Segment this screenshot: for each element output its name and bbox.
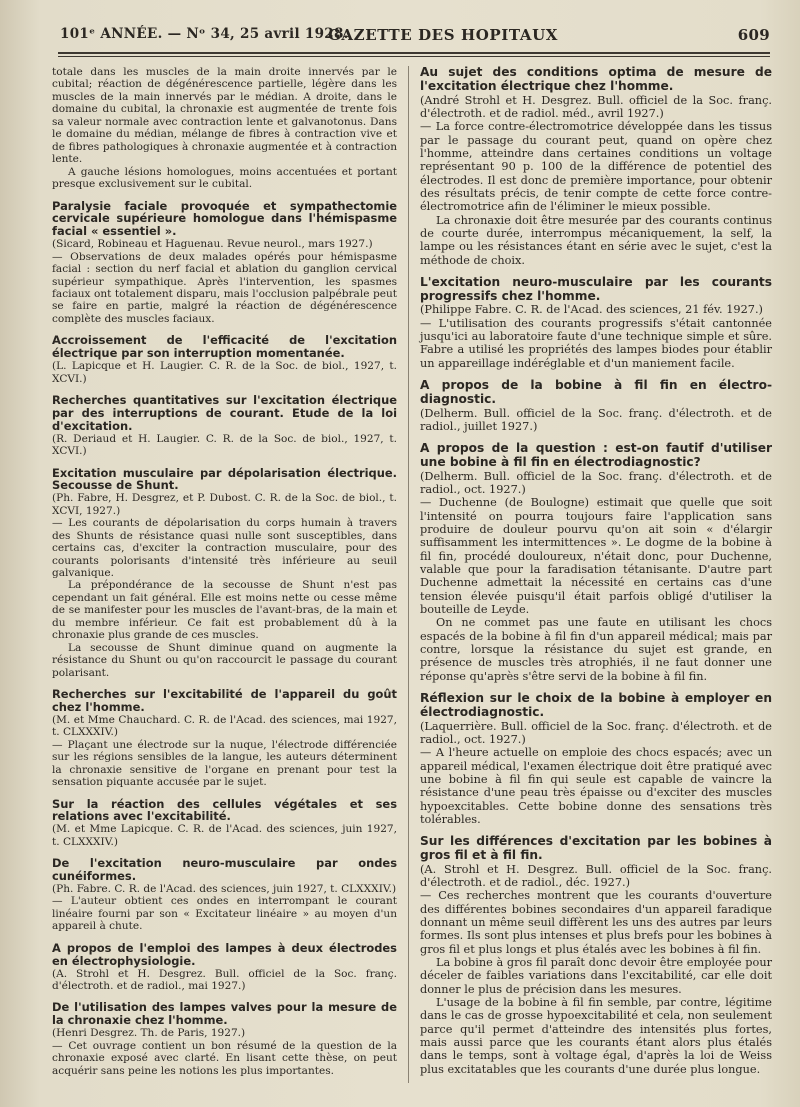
article-paragraph: — Ces recherches montrent que les courants d'ouverture des différentes bobines secondaires d'un appareil faradique donnant un même seuil diffèrent les uns des autres par leurs formes. Ils sont plus intenses et plus brefs pour les bobines à gros fil et plus longs et plus étalés avec les bobines à fil fin. — [420, 889, 772, 956]
article-reference: (M. et Mme Chauchard. C. R. de l'Acad. des sciences, mai 1927, t. CLXXXIV.) — [52, 713, 397, 739]
article-title: Excitation musculaire par dépolarisation électrique. Secousse de Shunt. — [52, 465, 397, 493]
journal-title: GAZETTE DES HOPITAUX — [328, 26, 559, 44]
article-title: A propos de la question : est-on fautif d'utiliser une bobine à fil fin en électrodiagnostic? — [420, 441, 772, 470]
article-reference: (Philippe Fabre. C. R. de l'Acad. des sciences, 21 fév. 1927.) — [420, 303, 763, 317]
article-paragraph: La chronaxie doit être mesurée par des courants continus de courte durée, interrompus mécaniquement, la self, la lampe ou les résistances étant en série avec le sujet, c'est la méthode de choix. — [420, 213, 772, 267]
column-divider — [408, 66, 409, 1083]
article-reference: (Delherm. Bull. officiel de la Soc. franç. d'électroth. et de radiol., juillet 1927.) — [420, 406, 772, 433]
article-paragraph: La prépondérance de la secousse de Shunt n'est pas cependant un fait général. Elle est moins nette ou cesse même de se manifester pour les muscles de l'avant-bras, de la main et du membre inférieur. Ce fait est probablement dû à la chronaxie plus grande de ces muscles. — [52, 579, 397, 642]
article-paragraph: — A l'heure actuelle on emploie des chocs espacés; avec un appareil médical, l'examen électrique doit être pratiqué avec une bobine à fil fin qui seule est capable de vaincre la résistance d'une peau très épaisse ou d'exciter des muscles hypoexcitables. Cette bobine donne des sensations très tolérables. — [420, 746, 772, 826]
article-paragraph: — Duchenne (de Boulogne) estimait que quelle que soit l'intensité on pourra toujours faire l'application sans produire de douleur pourvu qu'on ait soin « d'élargir suffisamment les intermittences ». Le dogme de la bobine à fil fin, procédé douloureux, n'était donc, pour Duchenne, valable que pour la faradisation tétanisante. D'autre part Duchenne admettait la nécessité en certains cas d'une tension élevée puisqu'il était parfois obligé d'utiliser la bouteille de Leyde. — [420, 496, 772, 617]
article-paragraph: La secousse de Shunt diminue quand on augmente la résistance du Shunt ou qu'on raccourcit le passage du courant polarisant. — [52, 641, 397, 679]
article-title: De l'utilisation des lampes valves pour la mesure de la chronaxie chez l'homme. — [52, 1000, 397, 1028]
article-reference: (Henri Desgrez. Th. de Paris, 1927.) — [52, 1027, 246, 1040]
article-reference: (M. et Mme Lapicque. C. R. de l'Acad. des sciences, juin 1927, t. CLXXXIV.) — [52, 823, 397, 848]
article-reference: (A. Strohl et H. Desgrez. Bull. officiel de la Soc. franç. d'électroth. et de radiol., déc. 1927.) — [420, 862, 772, 890]
page-header — [60, 24, 770, 48]
article-paragraph: — L'utilisation des courants progressifs s'était cantonnée jusqu'ici au laboratoire faute d'une technique simple et sûre. Fabre a utilisé les propriétés des lampes biodes pour établir un appareillage indéréglable et d'un maniement facile. — [420, 316, 772, 370]
article-reference: (Delherm. Bull. officiel de la Soc. franç. d'électroth. et de radiol., oct. 1927.) — [420, 469, 772, 497]
article-entry — [52, 334, 397, 385]
page-number: 609 — [737, 26, 770, 44]
article-paragraph: — La force contre-électromotrice développée dans les tissus par le passage du courant peut, quand on opère chez l'homme, atteindre dans certaines conditions un voltage représentant 90 p. 100 de la différence de potentiel des électrodes. Il est donc de première importance, pour obtenir des résultats précis, de tenir compte de cette force contre-électromotrice afin de l'éliminer le mieux possible. — [420, 120, 772, 214]
article-title: Au sujet des conditions optima de mesure de l'excitation électrique chez l'homme. — [420, 65, 772, 93]
article-title: Recherches quantitatives sur l'excitation électrique par des interruptions de courant. Etude de la loi d'excitation. — [52, 392, 397, 433]
article-paragraph: — Observations de deux malades opérés pour hémispasme facial : section du nerf facial et ablation du ganglion cervical supérieur sympathique. Après l'intervention, les spasmes faciaux ont totalement disparu, mais l'occlusion palpébrale peut se faire en partie, malgré la réaction de dégénérescence complète des muscles faciaux. — [52, 250, 397, 325]
article-entry — [52, 1001, 397, 1077]
article-entry — [420, 66, 772, 267]
header-rule — [58, 52, 770, 57]
article-entry — [52, 394, 397, 458]
article-paragraph: On ne commet pas une faute en utilisant les chocs espacés de la bobine à fil fin d'un appareil médical; mais par contre, lorsque la résistance du sujet est grande, en présence de muscles très atrophiés, il ne faut donner une réponse qu'après s'être servi de la bobine à fil fin. — [420, 616, 772, 683]
article-entry — [52, 942, 397, 993]
article-paragraph: A gauche lésions homologues, moins accentuées et portant presque exclusivement sur le cubital. — [52, 165, 397, 191]
article-paragraph: — L'auteur obtient ces ondes en interrompant le courant linéaire fourni par son « Excitateur linéaire » au moyen d'un appareil à chute. — [52, 895, 397, 933]
article-title: A propos de la bobine à fil fin en électro-diagnostic. — [420, 378, 772, 406]
article-paragraph: totale dans les muscles de la main droite innervés par le cubital; réaction de dégénérescence partielle, légère dans les muscles de la main innervés par le médian. A droite, dans le domaine du cubital, la chronaxie est augmentée de trente fois sa valeur normale avec contraction lente et galvanotonus. Dans le domaine du médian, mélange de fibres à contraction vive et de fibres pathologiques à chronaxie augmentée et à contraction lente. — [52, 66, 397, 166]
article-title: A propos de l'emploi des lampes à deux électrodes en électrophysiologie. — [52, 940, 397, 968]
article-reference: (A. Strohl et H. Desgrez. Bull. officiel de la Soc. franç. d'électroth. et de radiol., mai 1927.) — [52, 967, 397, 992]
article-paragraph: — Cet ouvrage contient un bon résumé de la question de la chronaxie exposé avec clarté. En lisant cette thèse, on peut acquérir sans peine les notions les plus importantes. — [52, 1039, 397, 1077]
article-entry — [420, 692, 772, 826]
article-entry — [52, 467, 397, 680]
article-entry — [52, 688, 397, 788]
article-entry — [52, 200, 397, 326]
article-entry — [52, 798, 397, 849]
article-reference: (L. Lapicque et H. Laugier. C. R. de la Soc. de biol., 1927, t. XCVI.) — [52, 360, 397, 385]
article-entry — [420, 276, 772, 370]
article-title: De l'excitation neuro-musculaire par ondes cunéiformes. — [52, 856, 397, 884]
article-reference: (André Strohl et H. Desgrez. Bull. officiel de la Soc. franç. d'électroth. et de radiol. méd., avril 1927.) — [420, 93, 772, 120]
issue-line: 101ᵉ ANNÉE. — Nᵒ 34, 25 avril 1928. — [60, 26, 349, 42]
article-entry — [420, 442, 772, 683]
article-reference: (Laquerrière. Bull. officiel de la Soc. franç. d'électroth. et de radiol., oct. 1927.) — [420, 719, 772, 746]
article-entry — [52, 857, 397, 933]
article-reference: (Ph. Fabre. C. R. de l'Acad. des sciences, juin 1927, t. CLXXXIV.) — [52, 882, 397, 895]
article-title: Paralysie faciale provoquée et sympathectomie cervicale supérieure homologue dans l'hémispasme facial « essentiel ». — [52, 198, 397, 239]
article-title: Recherches sur l'excitabilité de l'appareil du goût chez l'homme. — [52, 687, 397, 714]
article-entry — [420, 835, 772, 1076]
article-paragraph: — Les courants de dépolarisation du corps humain à travers des Shunts de résistance quasi nulle sont susceptibles, dans certains cas, d'exciter la contraction musculaire, pour des courants polorisants d'intensité très inférieure au seuil galvanique. — [52, 517, 397, 579]
article-paragraph: L'usage de la bobine à fil fin semble, par contre, légitime dans le cas de grosse hypoexcitabilité et cela, non seulement parce qu'il permet d'atteindre des intensités plus fortes, mais aussi parce que les courants étant alors plus étalés dans le temps, sont à voltage égal, d'après la loi de Weiss plus excitatables que les courants d'une durée plus longue. — [420, 996, 772, 1076]
article-reference: (Sicard, Robineau et Haguenau. Revue neurol., mars 1927.) — [52, 238, 373, 251]
article-paragraph: La bobine à gros fil paraît donc devoir être employée pour déceler de faibles variations dans l'excitabilité, car elle doit donner le plus de précision dans les mesures. — [420, 956, 772, 996]
article-title: Sur les différences d'excitation par les bobines à gros fil et à fil fin. — [420, 834, 772, 863]
article-title: Accroissement de l'efficacité de l'excitation électrique par son interruption momentanée. — [52, 333, 397, 361]
article-reference: (Ph. Fabre, H. Desgrez, et P. Dubost. C. R. de la Soc. de biol., t. XCVI, 1927.) — [52, 492, 397, 517]
article-entry — [420, 379, 772, 433]
article-paragraph: — Plaçant une électrode sur la nuque, l'électrode différenciée sur les régions sensibles de la langue, les auteurs déterminent la chronaxie sensitive de l'organe en prenant pour test la sensation piquante accusée par le sujet. — [52, 738, 397, 789]
article-reference: (R. Deriaud et H. Laugier. C. R. de la Soc. de biol., 1927, t. XCVI.) — [52, 432, 397, 458]
article-title: Réflexion sur le choix de la bobine à employer en électrodiagnostic. — [420, 691, 772, 719]
article-title: Sur la réaction des cellules végétales et ses relations avec l'excitabilité. — [52, 796, 397, 824]
article-title: L'excitation neuro-musculaire par les courants progressifs chez l'homme. — [420, 274, 772, 303]
left-column — [52, 66, 397, 1087]
right-column — [420, 66, 772, 1087]
article-entry — [52, 66, 397, 191]
